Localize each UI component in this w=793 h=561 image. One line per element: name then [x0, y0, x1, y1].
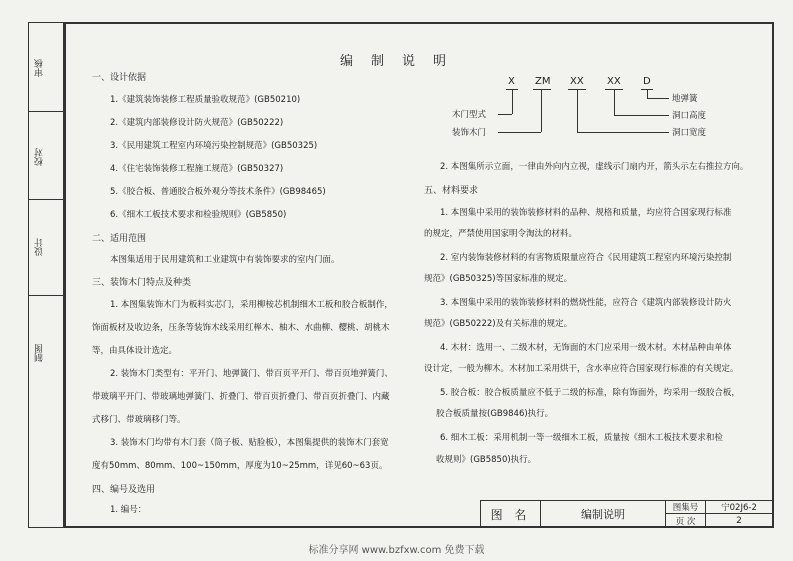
atlas-number: 宁02J6-2: [706, 501, 772, 514]
footer-watermark: 标准分享网 www.bzfxw.com 免费下载: [308, 545, 485, 556]
leader-line: [647, 90, 648, 98]
basis-item-6: 6.《细木工板技术要求和检验规则》(GB5850): [110, 210, 287, 220]
section-heading-4: 四、编号及选用: [92, 485, 156, 495]
leader-line: [614, 90, 615, 115]
material-p5-line2: 胶合板质量按(GB9846)执行。: [436, 409, 554, 419]
label-door-type: 木门型式: [452, 110, 487, 120]
code-part-height: XX: [607, 76, 621, 87]
page-number-label: 页 次: [666, 514, 706, 527]
types-p2-line2: 带玻璃平开门、带玻璃地弹簧门、折叠门、带百页折叠门、带百页折叠门、内藏: [92, 392, 390, 402]
types-p3-line2: 度有50mm、80mm、100~150mm，厚度为10~25mm，详见60~63页。: [92, 461, 388, 471]
page-title: 编制说明: [340, 54, 465, 69]
material-p4-line1: 4. 木材：选用一、二级木材，无饰面的木门应采用一级木材。木材品种由单体: [440, 343, 732, 353]
leader-line: [512, 90, 513, 114]
approval-sidebar: [28, 22, 64, 528]
basis-item-4: 4.《住宅装饰装修工程施工规范》(GB50327): [110, 164, 284, 174]
code-underline: [533, 89, 551, 90]
drawing-name: 编制说明: [541, 501, 666, 527]
sidebar-label-review: 审核: [35, 59, 45, 77]
basis-item-2: 2.《建筑内部装修设计防火规范》(GB50222): [110, 118, 284, 128]
drawing-name-label: 图 名: [481, 501, 541, 527]
scope-text: 本图集适用于民用建筑和工业建筑中有装饰要求的室内门面。: [110, 255, 340, 265]
label-floor-spring: 地弹簧: [672, 94, 698, 104]
code-part-width: XX: [570, 76, 584, 87]
leader-line: [577, 132, 669, 133]
label-decorative-door: 装饰木门: [452, 128, 487, 138]
sidebar-cell-review: [29, 23, 63, 111]
types-p1-line1: 1. 本图集装饰木门为板料实芯门，采用柳桉芯机制细木工板和胶合板制作，: [110, 300, 393, 310]
basis-item-5: 5.《胶合板、普通胶合板外观分等技术条件》(GB98465): [110, 187, 326, 197]
sidebar-label-draw: 制图: [35, 344, 45, 362]
basis-item-1: 1.《建筑装饰装修工程质量验收规范》(GB50210): [110, 95, 301, 105]
leader-line: [647, 98, 669, 99]
code-part-type: X: [508, 76, 515, 87]
page-number: 2: [736, 515, 742, 526]
code-part-zm: ZM: [535, 76, 551, 87]
material-p6-line1: 6. 细木工板：采用机制一等一级细木工板，质量按《细木工板技术要求和检: [440, 433, 723, 443]
material-p2-line1: 2. 室内装饰装修材料的有害物质限量应符合《民用建筑工程室内环境污染控制: [440, 253, 732, 263]
label-opening-width: 洞口宽度: [672, 128, 707, 138]
material-p2-line2: 规范》(GB50325)等国家标准的规定。: [424, 274, 573, 284]
material-p3-line1: 3. 本图集中采用的装饰装修材料的燃烧性能，应符合《建筑内部装修设计防火: [440, 298, 732, 308]
types-p1-line2: 饰面板材及收边条，压条等装饰木线采用红榉木、柚木、水曲柳、樱桃、胡桃木: [92, 323, 390, 333]
sidebar-cell-draw: [29, 295, 63, 527]
numbering-item: 1. 编号：: [110, 505, 147, 515]
sidebar-label-design: 设计: [35, 238, 45, 256]
leader-line: [614, 115, 669, 116]
leader-line: [498, 114, 512, 115]
atlas-number-label: 图集号: [666, 501, 706, 514]
section-heading-1: 一、设计依据: [92, 73, 147, 83]
types-p3-line1: 3. 装饰木门均带有木门套（筒子板、贴脸板），本图集提供的装饰木门套宽: [110, 438, 389, 448]
leader-line: [577, 90, 578, 132]
types-p1-line3: 等，由具体设计选定。: [92, 346, 178, 356]
material-p6-line2: 收规则》(GB5850)执行。: [436, 455, 537, 465]
types-p2-line3: 式移门、带玻璃移门等。: [92, 415, 186, 425]
code-part-d: D: [643, 76, 651, 87]
label-opening-height: 洞口高度: [672, 111, 707, 121]
material-p3-line2: 规范》(GB50222)及有关标准的规定。: [424, 319, 573, 329]
types-p2-line1: 2. 装饰木门类型有：平开门、地弹簧门、带百页平开门、带百页地弹簧门、: [110, 369, 393, 379]
material-p4-line2: 设计定，一般为柳木。木材加工采用烘干，含水率应符合国家现行标准的有关规定。: [424, 364, 739, 374]
basis-item-3: 3.《民用建筑工程室内环境污染控制规范》(GB50325): [110, 141, 318, 151]
material-p5-line1: 5. 胶合板：胶合板质量应不低于二级的标准，除有饰面外，均采用一级胶合板，: [440, 388, 740, 398]
sidebar-label-check: 校对: [35, 148, 45, 166]
material-p1-line1: 1. 本图集中采用的装饰装修材料的品种、规格和质量，均应符合国家现行标准: [440, 208, 732, 218]
sidebar-cell-check: [29, 111, 63, 199]
leader-line: [541, 90, 542, 132]
title-block: [480, 500, 774, 528]
section-heading-3: 三、装饰木门特点及种类: [92, 278, 192, 288]
sidebar-cell-design: [29, 199, 63, 295]
section-heading-2: 二、适用范围: [92, 234, 147, 244]
material-p1-line2: 的规定，严禁使用国家明令淘汰的材料。: [424, 229, 578, 239]
elevation-note: 2. 本图集所示立面，一律由外向内立视，虚线示门扇内开，箭头示左右推拉方向。: [440, 162, 749, 172]
leader-line: [498, 132, 541, 133]
section-heading-5: 五、材料要求: [424, 186, 479, 196]
